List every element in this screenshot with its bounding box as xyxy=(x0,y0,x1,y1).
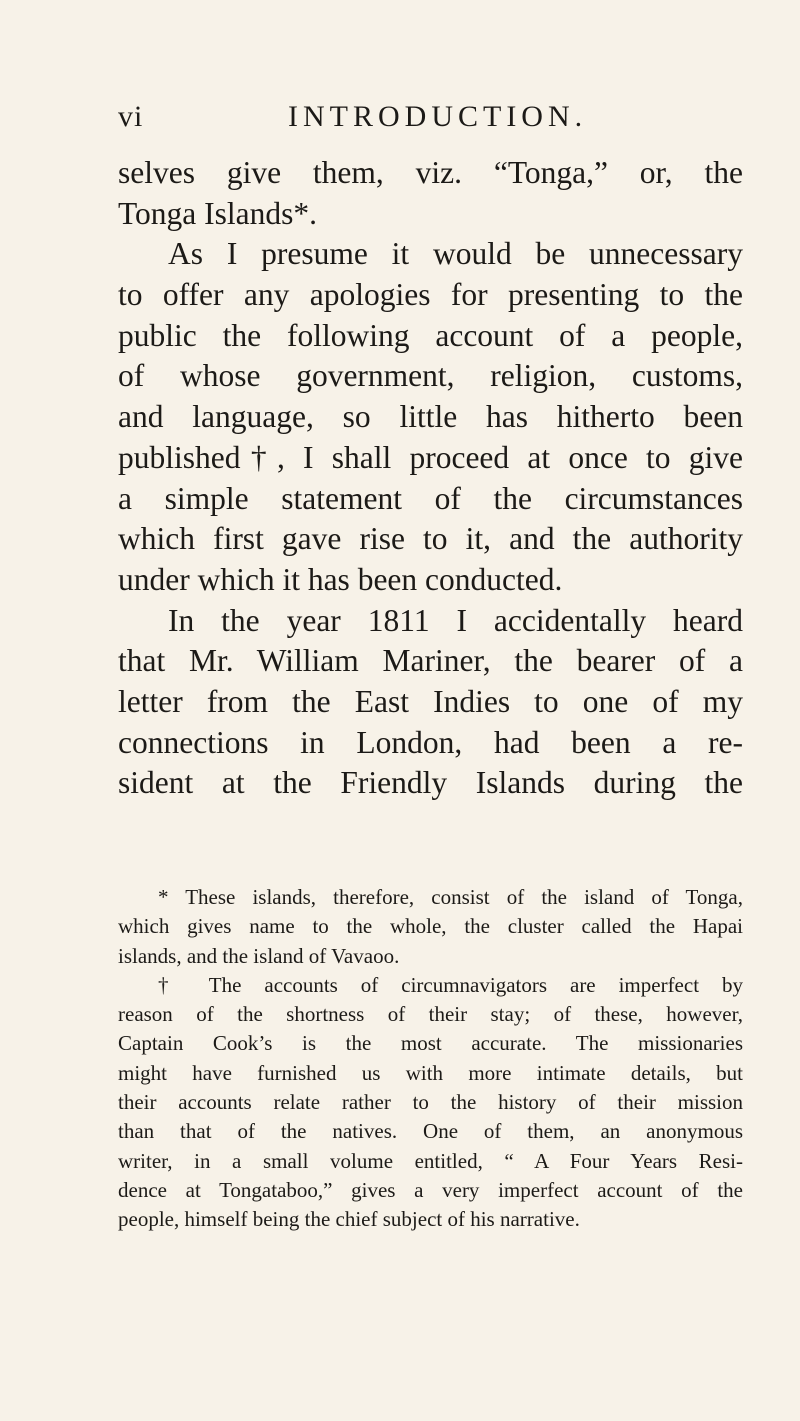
footnote-line: might have furnished us with more intimate details, but xyxy=(118,1060,743,1085)
footnote-line: dence at Tongataboo,” gives a very imperfect account of the xyxy=(118,1177,743,1202)
body-line: connections in London, had been a re- xyxy=(118,724,743,760)
page-number: vi xyxy=(118,100,144,133)
footnote-line: writer, in a small volume entitled, “ A Four Years Resi- xyxy=(118,1148,743,1173)
footnote-line: people, himself being the chief subject of his narrative. xyxy=(118,1207,580,1232)
running-title: INTRODUCTION. xyxy=(288,100,588,133)
body-line: In the year 1811 I accidentally heard xyxy=(168,602,743,638)
footnote-line: which gives name to the whole, the cluster called the Hapai xyxy=(118,914,743,939)
body-line: selves give them, viz. “Tonga,” or, the xyxy=(118,155,743,190)
footnote-line: their accounts relate rather to the history of their mission xyxy=(118,1090,743,1115)
body-line: of whose government, religion, customs, xyxy=(118,358,743,394)
running-head xyxy=(118,100,738,140)
body-line: to offer any apologies for presenting to the xyxy=(118,277,743,313)
footnote-line: than that of the natives. One of them, an anonymous xyxy=(118,1119,743,1144)
body-text xyxy=(118,153,743,804)
footnote-line: Captain Cook’s is the most accurate. The missionaries xyxy=(118,1031,743,1056)
body-line: and language, so little has hitherto been xyxy=(118,399,743,435)
body-line: letter from the East Indies to one of my xyxy=(118,683,743,719)
body-line: As I presume it would be unnecessary xyxy=(168,236,743,272)
footnote-line: reason of the shortness of their stay; of these, however, xyxy=(118,1002,743,1027)
body-line: under which it has been conducted. xyxy=(118,561,563,597)
body-line: sident at the Friendly Islands during the xyxy=(118,765,743,801)
body-line: public the following account of a people, xyxy=(118,317,743,353)
body-line: Tonga Islands*. xyxy=(118,195,318,231)
footnote-line: islands, and the island of Vavaoo. xyxy=(118,943,400,968)
body-line: which first gave rise to it, and the authority xyxy=(118,521,743,557)
body-line: published†, I shall proceed at once to give xyxy=(118,439,743,475)
footnote-line: * These islands, therefore, consist of the island of Tonga, xyxy=(158,885,743,909)
footnotes xyxy=(118,883,743,1235)
footnote-line: † The accounts of circumnavigators are imperfect by xyxy=(158,972,743,997)
body-line: that Mr. William Mariner, the bearer of a xyxy=(118,643,743,679)
body-line: a simple statement of the circumstances xyxy=(118,480,743,516)
